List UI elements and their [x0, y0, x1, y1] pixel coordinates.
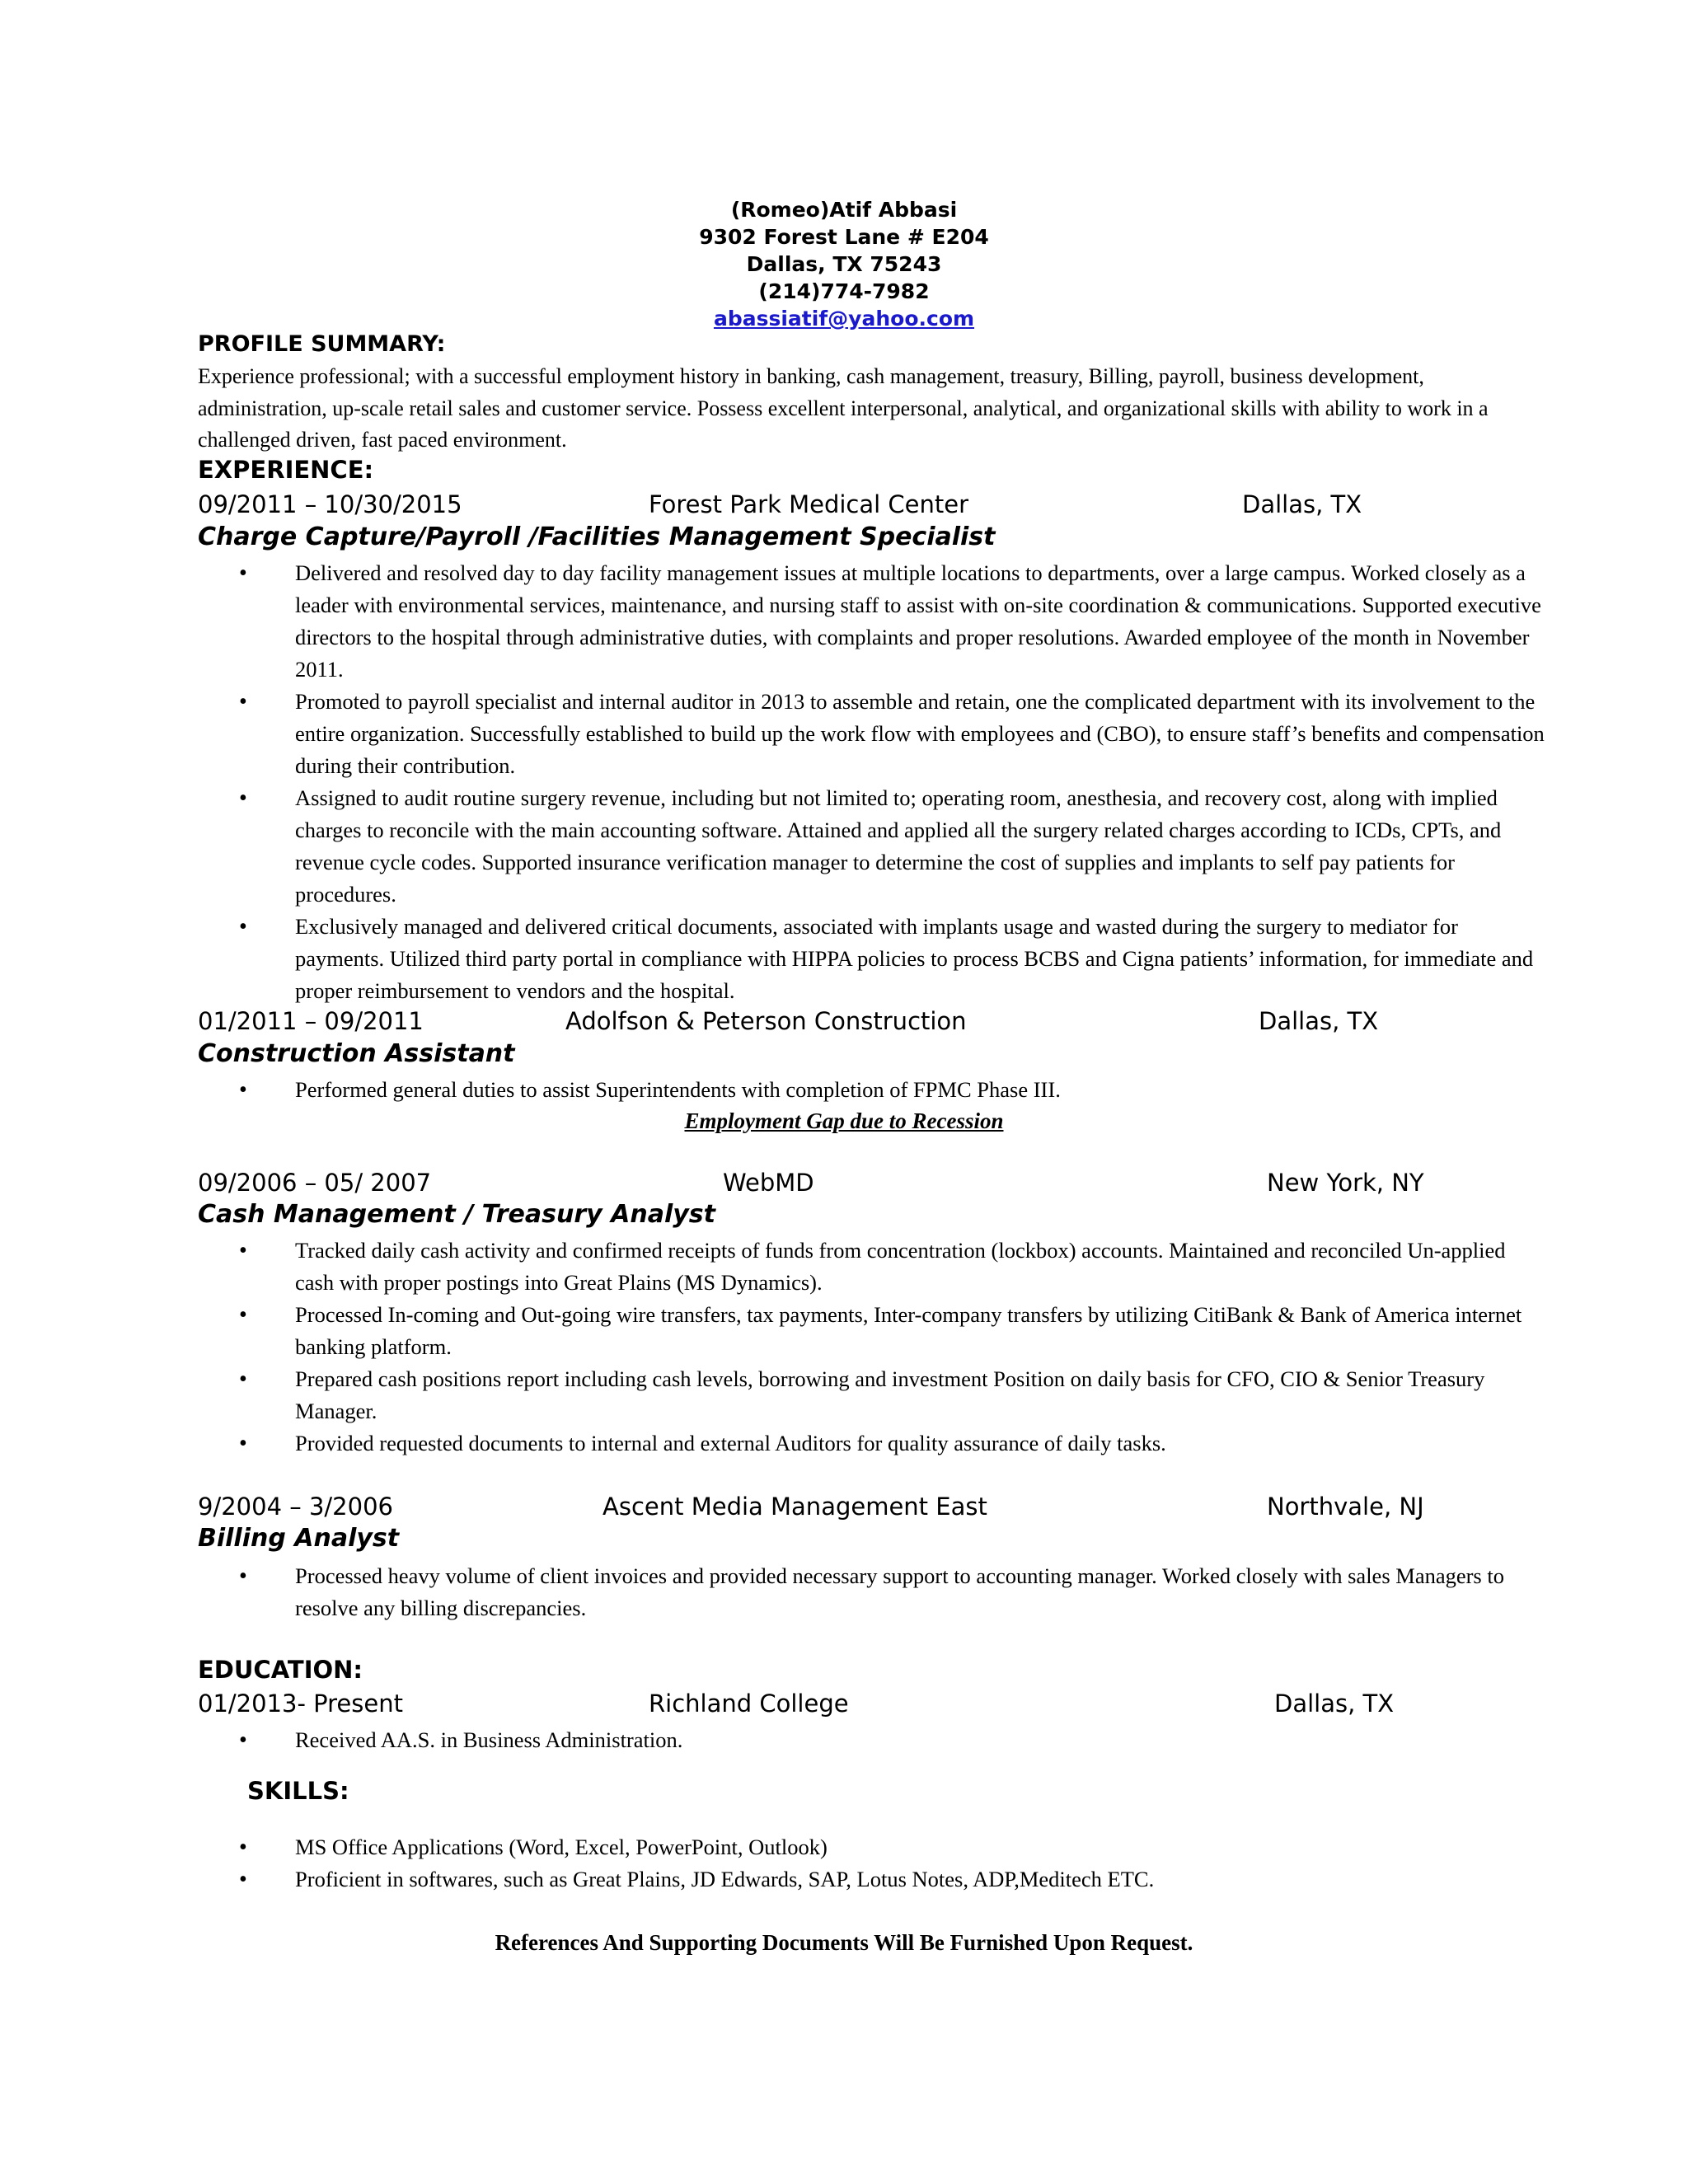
list-item: • Tracked daily cash activity and confirmed receipts of funds from concentration (lockbox) accounts. Maintained and reconciled Un-applied cash with proper postings into Great Plains (MS Dynamics).: [295, 1235, 1548, 1299]
list-item: • Processed heavy volume of client invoices and provided necessary support to accounting manager. Worked closely with sales Managers to resolve any billing discrepancies.: [295, 1560, 1548, 1624]
job-dates: 01/2011 – 09/2011: [198, 1007, 424, 1035]
education-heading: EDUCATION:: [198, 1656, 363, 1684]
list-item: • MS Office Applications (Word, Excel, PowerPoint, Outlook): [295, 1831, 1548, 1863]
list-item: • Performed general duties to assist Superintendents with completion of FPMC Phase III.: [295, 1074, 1548, 1106]
job-title: Construction Assistant: [198, 1039, 515, 1068]
employment-gap-note: Employment Gap due to Recession: [684, 1108, 1004, 1133]
city-line: Dallas, TX 75243: [746, 252, 942, 276]
job-title: Billing Analyst: [198, 1524, 400, 1553]
phone-number: (214)774-7982: [758, 279, 930, 303]
list-item: • Assigned to audit routine surgery revenue, including but not limited to; operating room, anesthesia, and recovery cost, along with implied charges to reconcile with the main accounting software. Attained and applied all the surgery related charges according to ICDs, CPTs, and revenue cycle codes. Supported insurance verification manager to determine the cost of supplies and implants to self pay patients for procedures.: [295, 782, 1548, 911]
education-header: [198, 1690, 1492, 1721]
list-item: • Processed In-coming and Out-going wire transfers, tax payments, Inter-company transfers by utilizing CitiBank & Bank of America internet banking platform.: [295, 1299, 1548, 1363]
list-item: • Exclusively managed and delivered critical documents, associated with implants usage and wasted during the surgery to mediator for payments. Utilized third party portal in compliance with HIPPA policies to process BCBS and Cigna patients’ information, for immediate and proper reimbursement to vendors and the hospital.: [295, 911, 1548, 1007]
list-item: • Received AA.S. in Business Administration.: [295, 1724, 1548, 1756]
job-title: Cash Management / Treasury Analyst: [198, 1200, 716, 1229]
address-line: 9302 Forest Lane # E204: [699, 225, 989, 249]
experience-heading: EXPERIENCE:: [198, 456, 374, 484]
education-location: Dallas, TX: [1274, 1690, 1395, 1718]
job-dates: 9/2004 – 3/2006: [198, 1493, 393, 1521]
job-bullets: [239, 557, 1548, 1007]
job-bullets: [239, 1074, 1548, 1106]
job-bullets: [239, 1560, 1548, 1624]
job-dates: 09/2011 – 10/30/2015: [198, 490, 462, 518]
job-company: Forest Park Medical Center: [649, 490, 969, 518]
job-location: Dallas, TX: [1242, 490, 1362, 518]
email-link[interactable]: abassiatif@yahoo.com: [713, 307, 975, 330]
job-header: [198, 490, 1492, 522]
candidate-name: (Romeo)Atif Abbasi: [730, 198, 958, 222]
skills-heading: SKILLS:: [247, 1777, 349, 1805]
education-dates: 01/2013- Present: [198, 1690, 403, 1718]
job-header: [198, 1007, 1492, 1038]
profile-summary-text: Experience professional; with a successful employment history in banking, cash management, treasury, Billing, payroll, business development, administration, up-scale retail sales and customer service. Possess excellent interpersonal, analytical, and organizational skills with ability to work in a challenged driven, fast paced environment.: [198, 364, 1489, 452]
education-bullets: [239, 1724, 1548, 1756]
job-header: [198, 1493, 1492, 1524]
skills-bullets: [239, 1831, 1548, 1896]
job-company: WebMD: [723, 1169, 814, 1197]
job-location: Dallas, TX: [1259, 1007, 1379, 1035]
job-header: [198, 1169, 1492, 1200]
references-note: References And Supporting Documents Will Be Furnished Upon Request.: [495, 1930, 1193, 1955]
job-company: Ascent Media Management East: [603, 1493, 987, 1521]
list-item: • Prepared cash positions report including cash levels, borrowing and investment Position on daily basis for CFO, CIO & Senior Treasury Manager.: [295, 1363, 1548, 1427]
job-company: Adolfson & Peterson Construction: [565, 1007, 967, 1035]
job-location: New York, NY: [1267, 1169, 1424, 1197]
list-item: • Provided requested documents to internal and external Auditors for quality assurance of daily tasks.: [295, 1427, 1548, 1460]
job-title: Charge Capture/Payroll /Facilities Management Specialist: [198, 523, 996, 551]
job-bullets: [239, 1235, 1548, 1460]
list-item: • Proficient in softwares, such as Great Plains, JD Edwards, SAP, Lotus Notes, ADP,Meditech ETC.: [295, 1863, 1548, 1896]
job-location: Northvale, NJ: [1267, 1493, 1424, 1521]
resume-header: [0, 196, 1688, 332]
profile-summary-heading: PROFILE SUMMARY:: [198, 331, 446, 357]
list-item: • Promoted to payroll specialist and internal auditor in 2013 to assemble and retain, one the complicated department with its involvement to the entire organization. Successfully established to build up the work flow with employees and (CBO), to ensure staff’s benefits and compensation during their contribution.: [295, 686, 1548, 782]
job-dates: 09/2006 – 05/ 2007: [198, 1169, 432, 1197]
list-item: • Delivered and resolved day to day facility management issues at multiple locations to departments, over a large campus. Worked closely as a leader with environmental services, maintenance, and nursing staff to assist with on-site coordination & communications. Supported executive directors to the hospital through administrative duties, with complaints and proper resolutions. Awarded employee of the month in November 2011.: [295, 557, 1548, 686]
education-school: Richland College: [649, 1690, 849, 1718]
